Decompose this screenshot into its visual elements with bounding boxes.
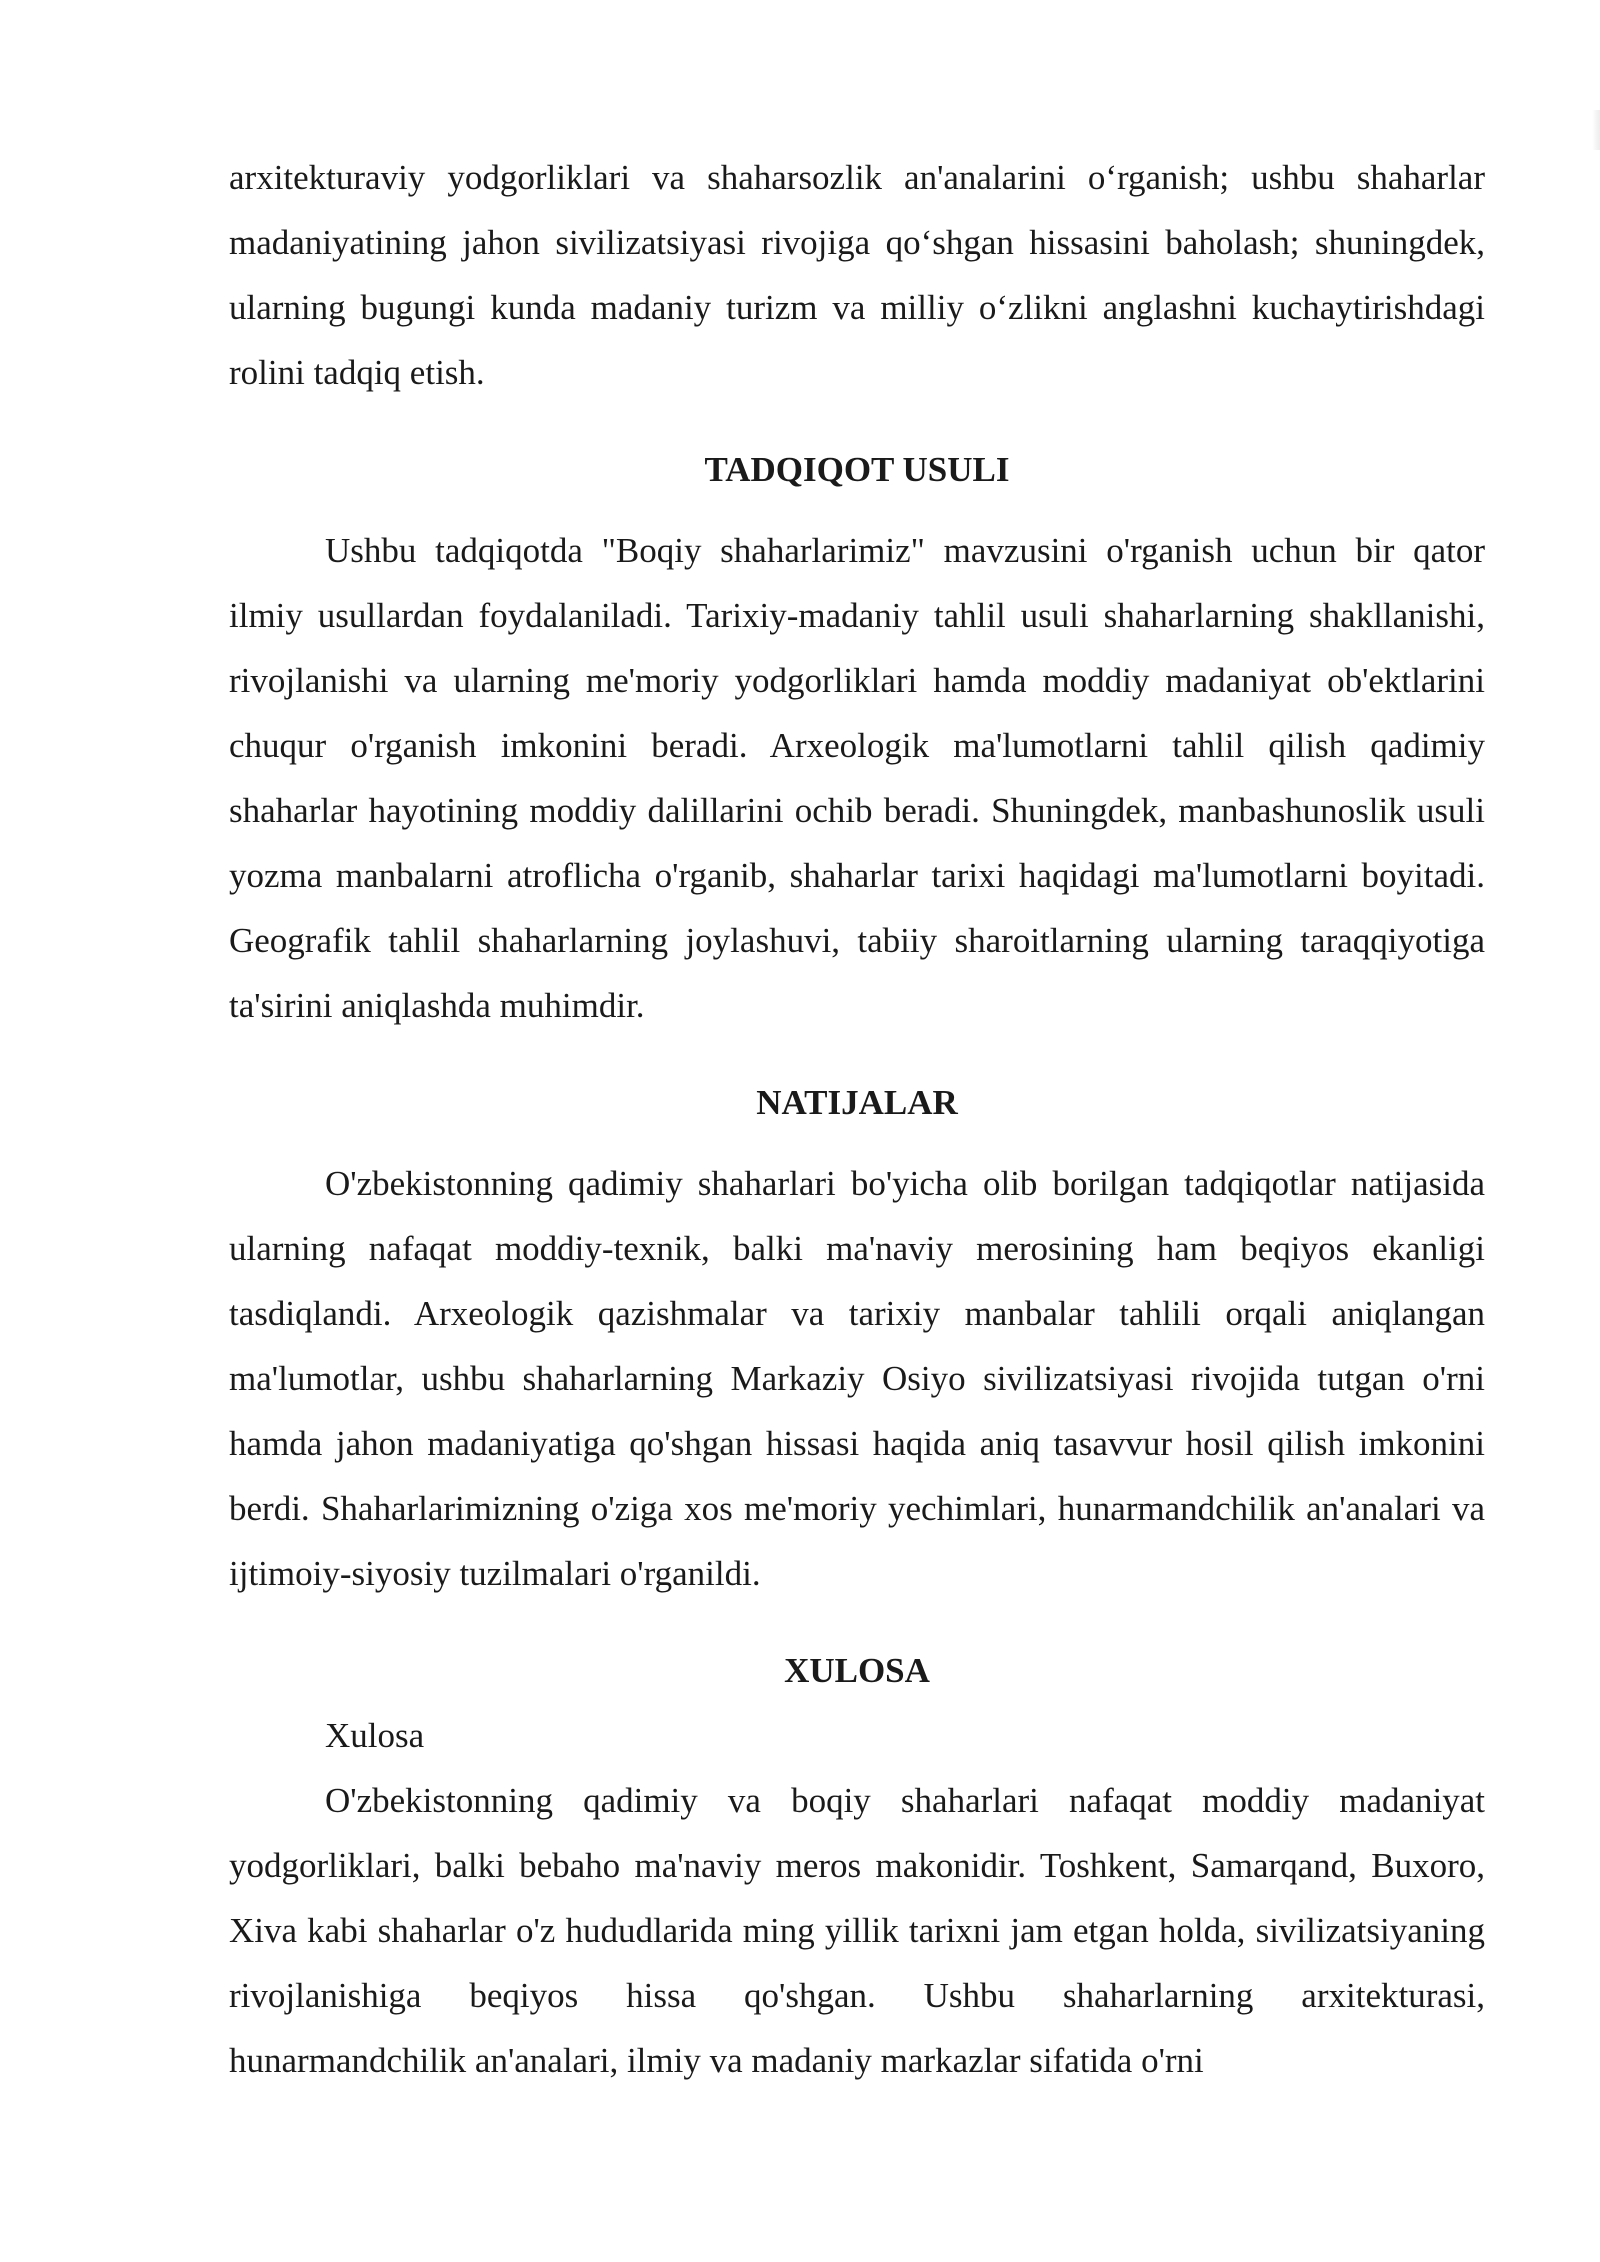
page-edge-shadow [1592,110,1600,150]
intro-paragraph: arxitekturaviy yodgorliklari va shaharsozlik an'analarini o‘rganish; ushbu shaharlar madaniyatining jahon sivilizatsiyasi rivojiga qo‘shgan hissasini baholash; shuningdek, ularning bugungi kunda madaniy turizm va milliy o‘zlikni anglashni kuchaytirishdagi rolini tadqiq etish. [229,158,1485,392]
section-heading-results: NATIJALAR [756,1083,958,1122]
document-page [229,145,1485,2093]
section-heading-methods: TADQIQOT USULI [704,450,1010,489]
results-paragraph: O'zbekistonning qadimiy shaharlari bo'yicha olib borilgan tadqiqotlar natijasida ularning nafaqat moddiy-texnik, balki ma'naviy merosining ham beqiyos ekanligi tasdiqlandi. Arxeologik qazishmalar va tarixiy manbalar tahlili orqali aniqlangan ma'lumotlar, ushbu shaharlarning Markaziy Osiyo sivilizatsiyasi rivojida tutgan o'rni hamda jahon madaniyatiga qo'shgan hissasi haqida aniq tasavvur hosil qilish imkonini berdi. Shaharlarimizning o'ziga xos me'moriy yechimlari, hunarmandchilik an'analari va ijtimoiy-siyosiy tuzilmalari o'rganildi. [229,1164,1485,1593]
conclusion-subheading: Xulosa [325,1716,425,1755]
methods-paragraph: Ushbu tadqiqotda "Boqiy shaharlarimiz" mavzusini o'rganish uchun bir qator ilmiy usullardan foydalaniladi. Tarixiy-madaniy tahlil usuli shaharlarning shakllanishi, rivojlanishi va ularning me'moriy yodgorliklari hamda moddiy madaniyat ob'ektlarini chuqur o'rganish imkonini beradi. Arxeologik ma'lumotlarni tahlil qilish qadimiy shaharlar hayotining moddiy dalillarini ochib beradi. Shuningdek, manbashunoslik usuli yozma manbalarni atroflicha o'rganib, shaharlar tarixi haqidagi ma'lumotlarni boyitadi. Geografik tahlil shaharlarning joylashuvi, tabiiy sharoitlarning ularning taraqqiyotiga ta'sirini aniqlashda muhimdir. [229,531,1485,1025]
section-heading-conclusion: XULOSA [784,1651,930,1690]
conclusion-paragraph: O'zbekistonning qadimiy va boqiy shaharlari nafaqat moddiy madaniyat yodgorliklari, balki bebaho ma'naviy meros makonidir. Toshkent, Samarqand, Buxoro, Xiva kabi shaharlar o'z hududlarida ming yillik tarixni jam etgan holda, sivilizatsiyaning rivojlanishiga beqiyos hissa qo'shgan. Ushbu shaharlarning arxitekturasi, hunarmandchilik an'analari, ilmiy va madaniy markazlar sifatida o'rni [229,1781,1485,2080]
